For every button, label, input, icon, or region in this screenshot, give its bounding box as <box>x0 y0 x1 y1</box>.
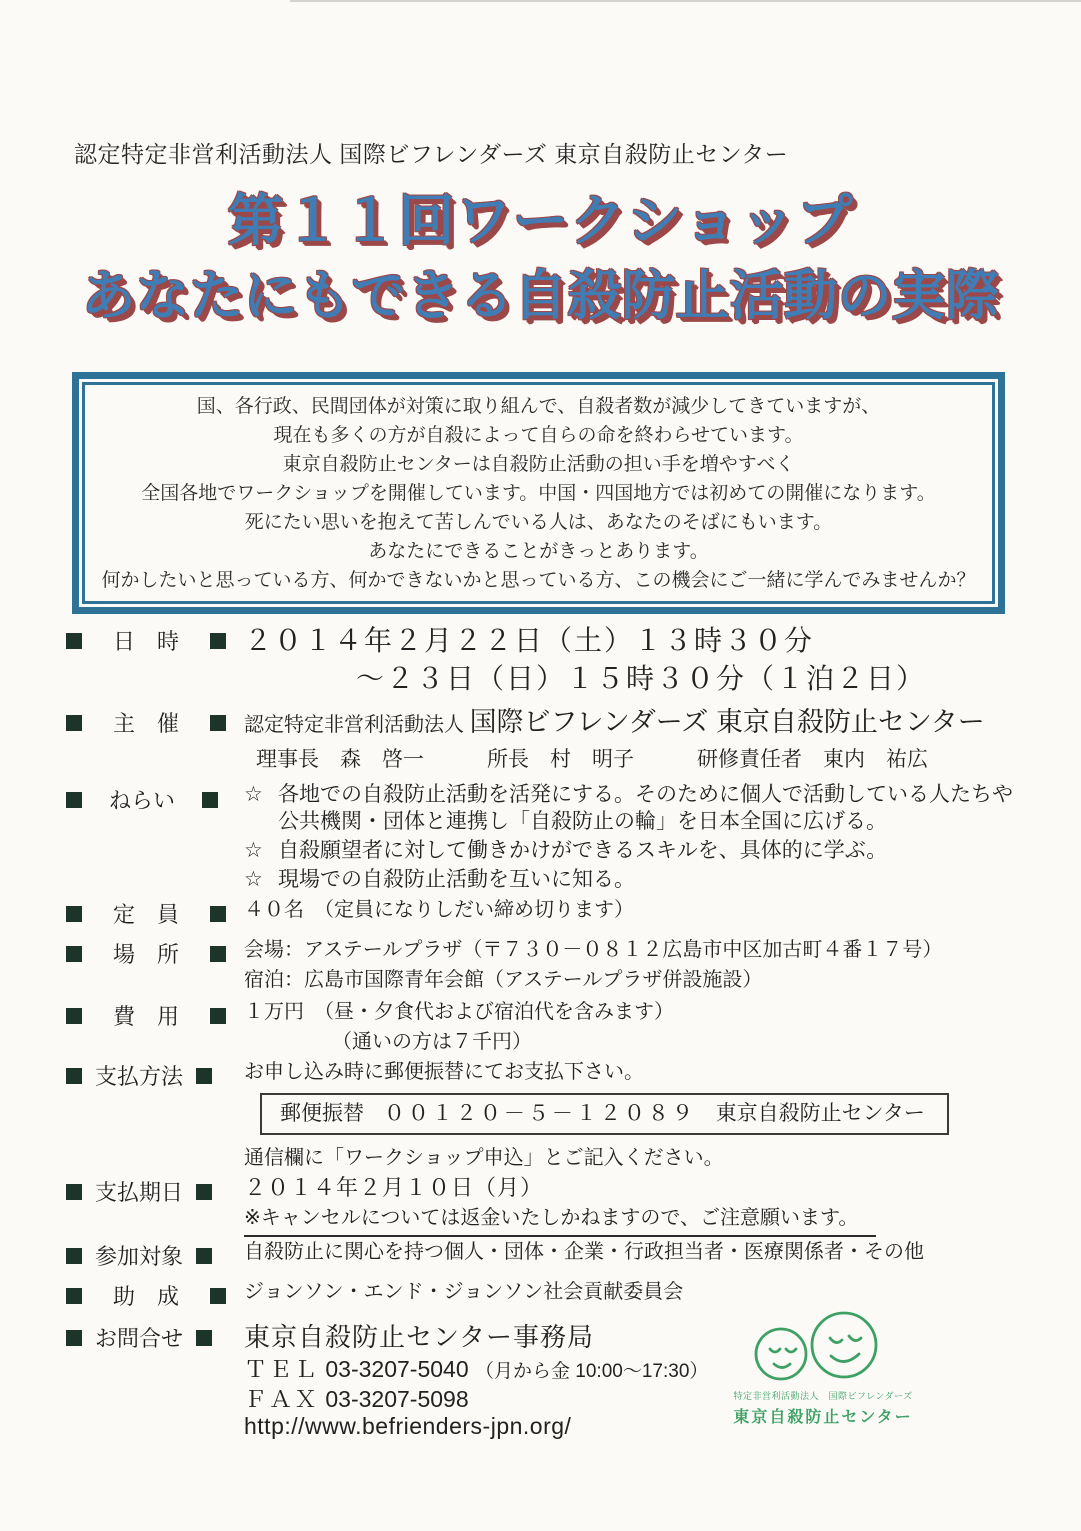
section-capacity <box>66 895 1081 929</box>
payment-due-date: ２０１４年２月１０日（月） <box>244 1175 544 1200</box>
intro-box-inner <box>82 382 995 604</box>
logo-org-large-text: 東京自殺防止センター <box>733 1409 913 1426</box>
square-marker-icon <box>66 792 82 808</box>
section-label-venue: 場 所 <box>66 938 226 969</box>
logo-org-small-text: 特定非営利活動法人 国際ビフレンダーズ <box>733 1391 913 1401</box>
intro-line: あなたにできることがきっとあります。 <box>368 541 709 562</box>
fax-number: 03-3207-5098 <box>325 1386 469 1412</box>
venue-line1: 会場：アステールプラザ（〒７３０－０８１２広島市中区加古町４番１７号） <box>244 939 943 961</box>
organizer-name-line <box>244 704 1081 743</box>
square-marker-icon <box>66 715 82 731</box>
square-marker-icon <box>66 946 82 962</box>
section-contact <box>66 1319 1081 1440</box>
scan-edge-artifact <box>290 0 1081 2</box>
section-participants <box>66 1237 1081 1271</box>
workshop-title-line2: あなたにもできる自殺防止活動の実際 <box>81 266 1000 326</box>
center-logo <box>733 1303 913 1427</box>
fax-label: ＦＡＸ <box>244 1386 319 1412</box>
participants-text: 自殺防止に関心を持つ個人・団体・企業・行政担当者・医療関係者・その他 <box>244 1241 924 1263</box>
intro-line: 死にたい思いを抱えて苦しんでいる人は、あなたのそばにもいます。 <box>244 512 833 533</box>
section-payment-due <box>66 1173 1081 1237</box>
org-header-line: 認定特定非営利活動法人 国際ビフレンダーズ 東京自殺防止センター <box>74 141 789 167</box>
square-marker-icon <box>210 1288 226 1304</box>
section-fee <box>66 997 1081 1057</box>
aim-bullet-2 <box>244 837 1081 864</box>
payment-method-text: お申し込み時に郵便振替にてお支払下さい。 <box>244 1061 644 1083</box>
square-marker-icon <box>66 633 82 649</box>
section-label-participants: 参加対象 <box>66 1240 212 1271</box>
contact-office-name: 東京自殺防止センター事務局 <box>244 1322 594 1352</box>
aim-bullet-1-line1: 各地での自殺防止活動を活発にする。そのために個人で活動している人たちや <box>278 783 1013 806</box>
two-smiling-faces-icon <box>748 1303 898 1387</box>
organizer-prefix: 認定特定非営利活動法人 <box>244 714 464 736</box>
square-marker-icon <box>66 1330 82 1346</box>
square-marker-icon <box>210 633 226 649</box>
section-label-payment-method: 支払方法 <box>66 1060 212 1091</box>
postal-transfer-label: 郵便振替 <box>280 1102 364 1125</box>
aim-bullet-3-text: 現場での自殺防止活動を互いに知る。 <box>278 868 635 891</box>
section-label-payment-due: 支払期日 <box>66 1176 212 1207</box>
section-payment-method <box>66 1057 1081 1173</box>
contact-tel-line <box>244 1355 1081 1386</box>
sponsor-text: ジョンソン・エンド・ジョンソン社会貢献委員会 <box>244 1281 684 1303</box>
square-marker-icon <box>210 1008 226 1024</box>
star-bullet-icon: ☆ <box>244 868 263 891</box>
detail-sections <box>0 622 1081 1440</box>
section-label-datetime: 日 時 <box>66 625 226 656</box>
square-marker-icon <box>66 1288 82 1304</box>
contact-fax-line <box>244 1386 1081 1412</box>
fee-line2: （通いの方は７千円） <box>332 1031 532 1053</box>
square-marker-icon <box>66 906 82 922</box>
workshop-title-line1: 第１１回ワークショップ <box>227 189 854 252</box>
section-aims <box>66 781 1081 893</box>
star-bullet-icon: ☆ <box>244 783 263 806</box>
aim-bullet-1-line2: 公共機関・団体と連携し「自殺防止の輪」を日本全国に広げる。 <box>278 810 887 833</box>
aim-bullet-2-text: 自殺願望者に対して働きかけができるスキルを、具体的に学ぶ。 <box>278 839 888 862</box>
section-sponsor <box>66 1277 1081 1311</box>
square-marker-icon <box>196 1068 212 1084</box>
organizer-people: 理事長 森 啓一 所長 村 明子 研修責任者 東内 祐広 <box>256 748 928 771</box>
aim-bullet-1 <box>244 781 1081 835</box>
tel-label: ＴＥＬ <box>244 1356 319 1382</box>
square-marker-icon <box>66 1248 82 1264</box>
title-block <box>0 186 1081 332</box>
square-marker-icon <box>210 906 226 922</box>
square-marker-icon <box>202 792 218 808</box>
square-marker-icon <box>196 1248 212 1264</box>
intro-line: 何かしたいと思っている方、何かできないかと思っている方、この機会にご一緒に学んでみませんか？ <box>101 570 976 591</box>
postal-account-holder: 東京自殺防止センター <box>715 1102 925 1125</box>
section-datetime <box>66 622 1081 698</box>
square-marker-icon <box>66 1184 82 1200</box>
capacity-text: ４０名 （定員になりしだい締め切ります） <box>244 899 634 921</box>
intro-box <box>72 372 1005 614</box>
intro-line: 国、各行政、民間団体が対策に取り組んで、自殺者数が減少してきていますが、 <box>196 396 881 417</box>
square-marker-icon <box>196 1184 212 1200</box>
section-venue <box>66 935 1081 995</box>
section-label-capacity: 定 員 <box>66 898 226 929</box>
section-label-fee: 費 用 <box>66 1000 226 1031</box>
payment-method-note: 通信欄に「ワークショップ申込」とご記入ください。 <box>244 1147 724 1169</box>
intro-line: 全国各地でワークショップを開催しています。中国・四国地方では初めての開催になります。 <box>141 483 936 504</box>
postal-transfer-box <box>260 1093 949 1135</box>
star-bullet-icon: ☆ <box>244 839 263 862</box>
postal-account-number: ００１２０－５－１２０８９ <box>383 1102 696 1125</box>
tel-hours-note: （月から金 10:00～17:30） <box>475 1361 709 1382</box>
square-marker-icon <box>66 1068 82 1084</box>
section-label-contact: お問合せ <box>66 1322 212 1353</box>
contact-website-url: http://www.befrienders-jpn.org/ <box>244 1413 572 1439</box>
organizer-name: 国際ビフレンダーズ 東京自殺防止センター <box>469 707 985 737</box>
intro-line: 現在も多くの方が自殺によって自らの命を終わらせています。 <box>273 425 804 446</box>
square-marker-icon <box>210 946 226 962</box>
intro-line: 東京自殺防止センターは自殺防止活動の担い手を増やすべく <box>282 454 795 475</box>
section-label-aims: ねらい <box>66 784 218 815</box>
datetime-line2: ～２３日（日）１５時３０分（１泊２日） <box>356 663 927 694</box>
section-organizer <box>66 704 1081 777</box>
fee-line1: １万円 （昼・夕食代および宿泊代を含みます） <box>244 1001 674 1023</box>
cancellation-warning: ※キャンセルについては返金いたしかねますので、ご注意願います。 <box>244 1203 876 1237</box>
square-marker-icon <box>196 1330 212 1346</box>
datetime-line1: ２０１４年２月２２日（土）１３時３０分 <box>244 625 815 656</box>
square-marker-icon <box>66 1008 82 1024</box>
tel-number: 03-3207-5040 <box>325 1356 469 1382</box>
section-label-organizer: 主 催 <box>66 707 226 738</box>
square-marker-icon <box>210 715 226 731</box>
aim-bullet-3 <box>244 866 1081 893</box>
section-label-sponsor: 助 成 <box>66 1280 226 1311</box>
venue-line2: 宿泊：広島市国際青年会館（アステールプラザ併設施設） <box>244 969 763 991</box>
